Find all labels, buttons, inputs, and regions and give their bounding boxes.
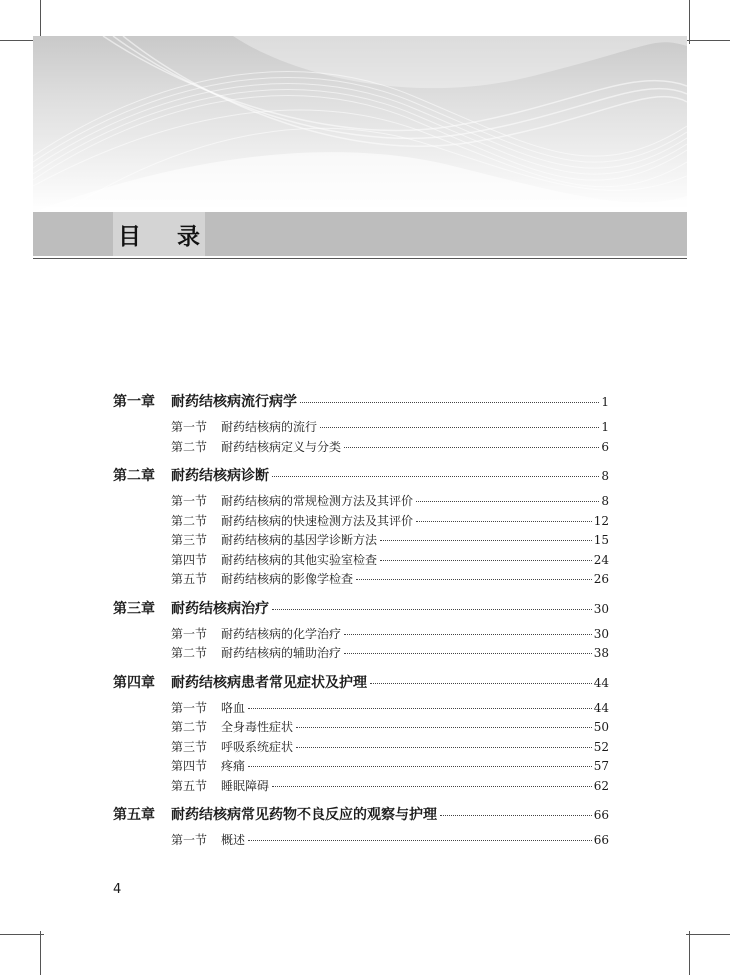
toc-section-row[interactable]	[171, 699, 609, 719]
crop-mark-bottom-left-h	[0, 934, 44, 935]
dot-leader	[344, 653, 592, 654]
section-title: 耐药结核病的其他实验室检查	[221, 552, 378, 567]
dot-leader	[272, 476, 599, 477]
section-number: 第一节	[171, 420, 208, 434]
section-list	[113, 831, 609, 851]
crop-mark-top-right-h	[686, 40, 730, 41]
section-number: 第二节	[171, 720, 208, 734]
section-number: 第一节	[171, 833, 208, 847]
toc-section-row[interactable]	[171, 438, 609, 458]
toc-section-row[interactable]	[171, 512, 609, 532]
toc-chapter	[113, 598, 609, 664]
dot-leader	[296, 727, 592, 728]
section-number: 第一节	[171, 494, 208, 508]
section-list	[113, 699, 609, 797]
section-page: 15	[593, 533, 609, 547]
dot-leader	[356, 579, 592, 580]
chapter-title: 耐药结核病流行病学	[171, 394, 297, 410]
toc-chapter-row[interactable]	[113, 465, 609, 492]
section-title: 耐药结核病的影像学检查	[221, 572, 354, 586]
section-title: 耐药结核病定义与分类	[221, 439, 342, 454]
dot-leader	[344, 447, 599, 448]
dot-leader	[296, 747, 592, 748]
chapter-title: 耐药结核病患者常见症状及护理	[171, 674, 367, 691]
dot-leader	[272, 609, 592, 610]
section-page: 66	[593, 833, 609, 847]
dot-leader	[370, 683, 592, 684]
crop-mark-bottom-right-v	[689, 931, 690, 975]
section-title: 耐药结核病的快速检测方法及其评价	[221, 513, 414, 528]
dot-leader	[344, 634, 592, 635]
section-title: 耐药结核病的常规检测方法及其评价	[221, 494, 414, 508]
dot-leader	[380, 560, 592, 561]
section-title: 睡眠障碍	[221, 778, 270, 793]
toc-section-row[interactable]	[171, 551, 609, 571]
crop-mark-bottom-left-v	[40, 931, 41, 975]
dot-leader	[248, 708, 592, 709]
section-title: 耐药结核病的基因学诊断方法	[221, 533, 378, 547]
decorative-wave-banner	[33, 36, 687, 212]
chapter-number: 第四章	[113, 674, 155, 691]
chapter-page: 30	[593, 601, 609, 616]
toc-section-row[interactable]	[171, 418, 609, 438]
crop-mark-top-right-v	[689, 0, 690, 44]
section-title: 疼痛	[221, 759, 246, 773]
section-page: 62	[593, 778, 609, 793]
chapter-title: 耐药结核病治疗	[171, 600, 269, 617]
section-title: 咯血	[221, 700, 246, 715]
dot-leader	[380, 540, 592, 541]
toc-section-row[interactable]	[171, 531, 609, 551]
dot-leader	[300, 402, 599, 403]
dot-leader	[416, 521, 592, 522]
section-list	[113, 492, 609, 590]
table-of-contents	[113, 391, 609, 859]
toc-section-row[interactable]	[171, 831, 609, 851]
chapter-number: 第三章	[113, 600, 155, 617]
section-number: 第二节	[171, 439, 208, 454]
section-number: 第三节	[171, 533, 208, 547]
chapter-title: 耐药结核病诊断	[171, 468, 269, 484]
section-page: 12	[593, 513, 609, 528]
dot-leader	[272, 786, 592, 787]
chapter-page: 66	[593, 808, 609, 822]
dot-leader	[248, 766, 592, 767]
toc-chapter	[113, 672, 609, 797]
section-page: 1	[601, 420, 609, 434]
toc-chapter-row[interactable]	[113, 598, 609, 625]
section-number: 第五节	[171, 778, 208, 793]
wave-graphic	[33, 36, 687, 212]
toc-section-row[interactable]	[171, 777, 609, 797]
toc-chapter-row[interactable]	[113, 391, 609, 418]
section-page: 44	[593, 700, 609, 715]
section-title: 概述	[221, 833, 246, 847]
section-number: 第一节	[171, 700, 208, 715]
section-title: 耐药结核病的化学治疗	[221, 626, 342, 641]
toc-section-row[interactable]	[171, 738, 609, 758]
section-number: 第五节	[171, 572, 208, 586]
section-page: 30	[593, 626, 609, 641]
dot-leader	[320, 427, 599, 428]
toc-section-row[interactable]	[171, 492, 609, 512]
chapter-page: 8	[601, 469, 609, 483]
section-page: 57	[593, 759, 609, 773]
page-title: 目 录	[117, 223, 214, 250]
toc-chapter-row[interactable]	[113, 804, 609, 831]
section-number: 第二节	[171, 646, 208, 660]
section-title: 耐药结核病的流行	[221, 420, 318, 434]
title-rule	[33, 258, 687, 259]
dot-leader	[440, 815, 592, 816]
toc-chapter	[113, 804, 609, 851]
toc-section-row[interactable]	[171, 625, 609, 645]
section-list	[113, 625, 609, 664]
toc-chapter	[113, 465, 609, 590]
toc-chapter-row[interactable]	[113, 672, 609, 699]
section-title: 呼吸系统症状	[221, 739, 294, 754]
title-box	[113, 212, 214, 256]
section-number: 第一节	[171, 626, 208, 641]
toc-section-row[interactable]	[171, 757, 609, 777]
section-number: 第三节	[171, 739, 208, 754]
toc-section-row[interactable]	[171, 718, 609, 738]
section-number: 第四节	[171, 552, 208, 567]
chapter-page: 44	[593, 675, 609, 690]
toc-section-row[interactable]	[171, 644, 609, 664]
chapter-number: 第二章	[113, 468, 155, 484]
section-title: 全身毒性症状	[221, 720, 294, 734]
section-page: 24	[593, 552, 609, 567]
chapter-page: 1	[601, 395, 609, 409]
section-page: 50	[593, 720, 609, 734]
section-page: 8	[601, 494, 609, 508]
chapter-number: 第一章	[113, 394, 155, 410]
section-page: 6	[601, 439, 609, 454]
dot-leader	[416, 501, 599, 502]
dot-leader	[248, 840, 592, 841]
section-page: 26	[593, 572, 609, 586]
section-page: 38	[593, 646, 609, 660]
section-page: 52	[593, 739, 609, 754]
section-number: 第四节	[171, 759, 208, 773]
page-number: 4	[113, 882, 122, 897]
section-title: 耐药结核病的辅助治疗	[221, 646, 342, 660]
crop-mark-bottom-right-h	[686, 934, 730, 935]
chapter-title: 耐药结核病常见药物不良反应的观察与护理	[171, 807, 437, 823]
section-number: 第二节	[171, 513, 208, 528]
toc-section-row[interactable]	[171, 570, 609, 590]
toc-chapter	[113, 391, 609, 457]
section-list	[113, 418, 609, 457]
chapter-number: 第五章	[113, 807, 155, 823]
